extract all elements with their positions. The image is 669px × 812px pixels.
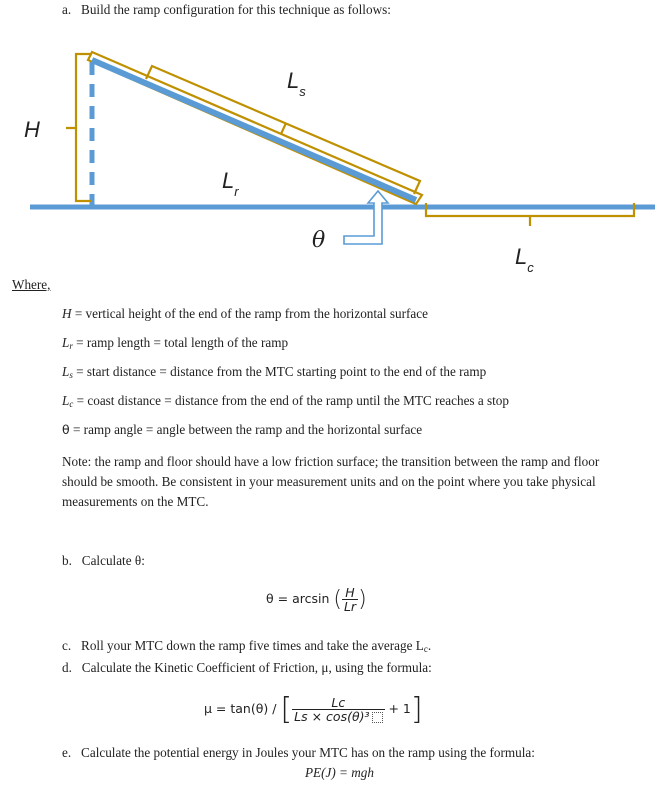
angle-arrow — [344, 191, 388, 244]
label-lc-sub: c — [527, 260, 534, 275]
definition-theta — [62, 422, 422, 438]
definition-lr-text: = ramp length = total length of the ramp — [72, 335, 289, 350]
step-c-marker: c. — [62, 638, 72, 653]
step-a-text: Build the ramp configuration for this technique as follows: — [81, 2, 391, 17]
formula-pe — [305, 765, 374, 781]
step-d — [62, 660, 432, 676]
label-lc-main: L — [515, 244, 528, 269]
formula-mu: μ = tan(θ) / [ $\frac{Lc}{\text{Ls × cos(θ)³}}$ + 1] — [204, 692, 423, 727]
formula-mu-fraction — [292, 696, 384, 723]
definition-h — [62, 306, 428, 322]
definition-lr-sub: r — [69, 341, 73, 351]
definition-h-text: = vertical height of the end of the ramp from the horizontal surface — [71, 306, 428, 321]
definition-ls-sub: s — [69, 370, 73, 380]
formula-theta-fraction — [342, 586, 358, 613]
height-bracket — [66, 54, 92, 201]
start-distance-bracket — [146, 66, 420, 194]
formula-theta-numerator: H — [342, 586, 358, 600]
formula-mu-plus-one: + 1 — [388, 701, 411, 716]
label-h: H — [24, 117, 40, 142]
placeholder-box-icon — [372, 712, 383, 723]
label-ls — [287, 68, 306, 99]
formula-mu-denominator-text: Ls × cos(θ)³ — [294, 709, 370, 724]
definition-lc — [62, 393, 509, 412]
label-lc — [515, 244, 534, 275]
formula-theta: θ = arcsin ( $\frac{H}{Lr}$ ) — [266, 585, 367, 614]
ramp-line — [92, 60, 416, 200]
definition-lr — [62, 335, 288, 354]
definition-lr-symbol: L — [62, 335, 70, 350]
formula-pe-rhs: = mgh — [335, 765, 374, 780]
formula-theta-denominator: Lr — [343, 599, 357, 614]
definition-ls-symbol: L — [62, 364, 70, 379]
where-label: Where, — [12, 277, 51, 292]
label-theta: θ — [312, 228, 326, 253]
ramp-diagram — [0, 0, 669, 290]
definition-h-symbol: H — [62, 306, 72, 321]
note-paragraph: Note: the ramp and floor should have a low friction surface; the transition between the ramp and floor should be smooth. Be consistent in your measurement units and on the point where you take physical measurements on the MTC. — [62, 454, 600, 509]
step-c-end: . — [427, 638, 432, 653]
definition-lc-text: = coast distance = distance from the end of the ramp until the MTC reaches a stop — [73, 393, 509, 408]
definition-lc-sub: c — [69, 399, 74, 409]
formula-pe-lhs: PE(J) — [305, 765, 336, 780]
label-lr-main: L — [222, 168, 235, 193]
definition-ls-text: = start distance = distance from the MTC starting point to the end of the ramp — [72, 364, 487, 379]
step-d-marker: d. — [62, 660, 72, 675]
label-ls-main: L — [287, 68, 300, 93]
definition-ls — [62, 364, 486, 383]
step-c-text: Roll your MTC down the ramp five times and take the average L — [81, 638, 424, 653]
label-lr — [222, 168, 239, 199]
step-c — [62, 638, 431, 657]
step-c-sub: c — [423, 644, 428, 654]
formula-theta-lhs: θ = arcsin — [266, 591, 330, 606]
step-b-marker: b. — [62, 553, 72, 568]
definition-lc-symbol: L — [62, 393, 70, 408]
step-d-text: Calculate the Kinetic Coefficient of Friction, μ, using the formula: — [81, 660, 432, 675]
label-ls-sub: s — [299, 84, 306, 99]
formula-mu-numerator: Lc — [292, 696, 384, 710]
step-e-text: Calculate the potential energy in Joules your MTC has on the ramp using the formula: — [81, 745, 535, 760]
step-b — [62, 553, 145, 569]
label-lr-sub: r — [234, 184, 239, 199]
definition-theta-text: = ramp angle = angle between the ramp and the horizontal surface — [69, 422, 423, 437]
formula-mu-denominator — [292, 710, 384, 723]
step-a-marker: a. — [62, 2, 72, 17]
step-b-text: Calculate θ: — [81, 553, 145, 568]
formula-mu-lhs: μ = tan(θ) / — [204, 701, 277, 716]
step-e-marker: e. — [62, 745, 72, 760]
step-e — [62, 745, 535, 761]
definition-theta-symbol: θ — [62, 422, 70, 437]
